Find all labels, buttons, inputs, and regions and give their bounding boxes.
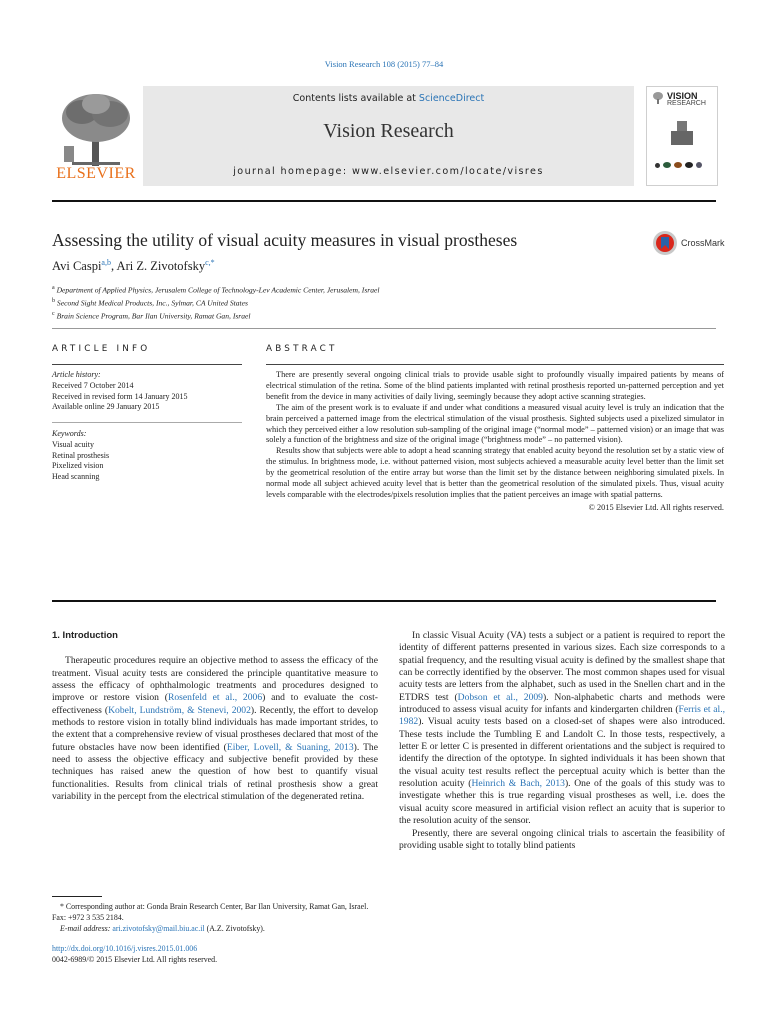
article-title: Assessing the utility of visual acuity measures in visual prostheses (52, 230, 518, 250)
keyword-item: Retinal prosthesis (52, 450, 110, 460)
abstract-paragraph: Results show that subjects were able to adopt a head scanning strategy that enabled acuity beyond the resolution set by a static view of the stimulus. In brightness mode, i.e. without patterned vision, most subjects achieved a measurable acuity level better than the limit set by the geometrical resolution of the entire array but worse than the limit set by the distance between neighboring simulated pixels. In normal mode all subject achieved acuity level that is better than the geometrical resolution of the simulated pixels. Thus, visual acuity levels comparable with the electrodes/pixels resolution implies that the patient perceives an image with spatial patterns. (266, 446, 724, 499)
email-note: E-mail address: ari.zivotofsky@mail.biu.ac.il (A.Z. Zivotofsky). (60, 924, 265, 933)
contents-availability: Contents lists available at ScienceDirect (292, 93, 485, 104)
abstract-paragraph: There are presently several ongoing clinical trials to provide usable sight to profoundly visually impaired patients by means of electrical stimulation of the retina. Some of the blind patients implanted with retinal prosthesis reported un-patterned perception and yet benefit from the device in many activities of daily living, seemingly because they adopt active scanning strategies. (266, 370, 724, 401)
corresponding-author-note: * Corresponding author at: Gonda Brain Research Center, Bar Ilan University, Ramat Gan, Israel. Fax: +972 3 535 2184. (52, 902, 369, 922)
doi-link[interactable]: http://dx.doi.org/10.1016/j.visres.2015.01.006 (52, 944, 198, 953)
cover-graphic-bottom (671, 131, 693, 145)
footnote-rule (52, 896, 102, 897)
body-column-left (52, 630, 378, 803)
keyword-item: Pixelized vision (52, 461, 104, 471)
body-column-right (399, 630, 725, 852)
abstract-end-rule (52, 600, 716, 602)
keywords-label: Keywords: (52, 429, 87, 438)
citation-link[interactable]: Eiber, Lovell, & Suaning, 2013 (226, 741, 354, 753)
article-info-heading: ARTICLE INFO (52, 344, 151, 354)
abstract-paragraph: The aim of the present work is to evaluate if and under what conditions a measured visual acuity level is truly an indication that the brain perceived a patterned image from the electrical stimulation of the visual prosthesis. Sighted subjects used a pixelized simulator in which they perceived either a low resolution sub-sampling of the original image (“normal mode” – patterned vision) or an image that was solely a function of the brightness and size of the original image (“brightness mode” – no patterned vision). (266, 402, 724, 445)
elsevier-wordmark: ELSEVIER (56, 165, 136, 182)
history-item: Received in revised form 14 January 2015 (52, 391, 188, 401)
journal-homepage[interactable]: journal homepage: www.elsevier.com/locate/visres (233, 166, 544, 177)
journal-banner (143, 86, 634, 186)
author-list: Avi Caspi$^{a,b}$, Ari Z. Zivotofsky$^{c,*}$ (52, 258, 215, 274)
abstract-copyright: © 2015 Elsevier Ltd. All rights reserved. (588, 502, 724, 512)
elsevier-logo[interactable] (52, 86, 140, 186)
author-name[interactable]: Ari Z. Zivotofsky (116, 259, 206, 274)
journal-citation[interactable]: Vision Research 108 (2015) 77–84 (324, 59, 444, 69)
journal-title: Vision Research (323, 120, 454, 142)
abstract-rule (266, 364, 724, 365)
crossmark-badge[interactable] (652, 229, 725, 259)
author-name[interactable]: Avi Caspi (52, 259, 102, 274)
cover-title-vision: VISION (667, 91, 698, 101)
crossmark-label: CrossMark (681, 238, 725, 248)
title-block-rule (52, 328, 716, 329)
crossmark-icon (652, 229, 678, 257)
citation-link[interactable]: Heinrich & Bach, 2013 (471, 778, 565, 790)
history-item: Received 7 October 2014 (52, 380, 134, 390)
citation-link[interactable]: Ferris et al., 1982 (399, 704, 725, 728)
cover-title-research: RESEARCH (667, 100, 706, 107)
footnote (52, 896, 378, 934)
body-paragraph: In classic Visual Acuity (VA) tests a subject or a patient is required to report the identity of different patterns presented in various sizes. Each size corresponds to a spatial frequency, and the resulting visual acuity is defined by the smallest shape that can be correctly identified by the observer. The most common shapes used for visual acuity tests are letters from the alphabet, such as used in the Snellen chart and in the ETDRS test (Dobson et al., 2009). Non-alphabetic charts and methods were introduced to assess visual acuity for infants and kindergarten children (Ferris et al., 1982). Visual acuity tests based on a closed-set of shapes were also introduced. These tests include the Tumbling E and Landolt C. In those tests, respectively, a letter E or letter C is presented in different orientations and the subject is required to identify the direction of the optotype. In sighted individuals it has been shown that the visual acuity test results reflect the perceptual acuity which is better than the resolution acuity (Heinrich & Bach, 2013). One of the goals of this study was to investigate whether this is true regarding visual prostheses as well, i.e. does the visual acuity score measured in artificial vision reflect an acuity that is superior to the resolution acuity of the sensor. (399, 630, 726, 827)
article-history (52, 370, 242, 413)
history-label: Article history: (52, 370, 101, 379)
body-paragraph: Presently, there are several ongoing clinical trials to ascertain the feasibility of providing usable sight to totally blind patients (399, 827, 725, 851)
section-heading: 1. Introduction (52, 630, 118, 641)
sciencedirect-link[interactable]: ScienceDirect (418, 93, 485, 104)
affiliation-item: $^b$ Second Sight Medical Products, Inc., Sylmar, CA United States (52, 298, 248, 308)
citation-link[interactable]: Rosenfeld et al., 2006 (167, 692, 263, 704)
issn-line: 0042-6989/© 2015 Elsevier Ltd. All rights reserved. (52, 955, 218, 964)
keyword-item: Visual acuity (52, 439, 94, 449)
affiliations (52, 283, 380, 322)
history-rule (52, 422, 242, 423)
citation-link[interactable]: Kobelt, Lundström, & Stenevi, 2002 (108, 704, 251, 716)
email-link[interactable]: ari.zivotofsky@mail.biu.ac.il (112, 924, 205, 933)
keywords (52, 429, 242, 483)
author-affiliation-marker[interactable]: c,* (205, 258, 215, 267)
journal-cover-thumbnail[interactable] (646, 86, 718, 186)
author-affiliation-marker[interactable]: a,b (101, 258, 111, 267)
keyword-item: Head scanning (52, 472, 100, 482)
affiliation-item: $^a$ Department of Applied Physics, Jerusalem College of Technology-Lev Academic Center, Jerusalem, Israel (52, 285, 380, 295)
cover-dots (655, 161, 711, 169)
citation-link[interactable]: Dobson et al., 2009 (457, 691, 543, 703)
mini-tree-icon (652, 91, 664, 105)
abstract-heading: ABSTRACT (266, 344, 338, 354)
doi-block (52, 943, 217, 965)
affiliation-item: $^c$ Brain Science Program, Bar Ilan University, Ramat Gan, Israel (52, 311, 251, 321)
abstract-body (266, 370, 724, 514)
cover-graphic-top (677, 121, 687, 131)
body-paragraph: Therapeutic procedures require an objective method to assess the efficacy of the treatment. Visual acuity tests are considered the principle quantitative measure to assess the efficacy of ophthalmologic treatments and procedures designed to improve or restore vision (Rosenfeld et al., 2006) and to evaluate the cost-effectiveness (Kobelt, Lundström, & Stenevi, 2002). Recently, the effort to develop methods to restore vision in totally blind individuals has made important strides, to the extent that a comprehensive review of visual prostheses declared that most of the future obstacles have now been identified (Eiber, Lovell, & Suaning, 2013). The need to assess the objective efficacy and subjective benefit provided by these techniques has raised anew the question of how best to quantify visual functionalities. Results from clinical trials of retinal prosthesis show a great variability in the percept from the electrical stimulation of the degenerated retina. (52, 655, 379, 803)
history-item: Available online 29 January 2015 (52, 402, 160, 412)
article-info-rule (52, 364, 242, 365)
header-rule (52, 200, 716, 202)
